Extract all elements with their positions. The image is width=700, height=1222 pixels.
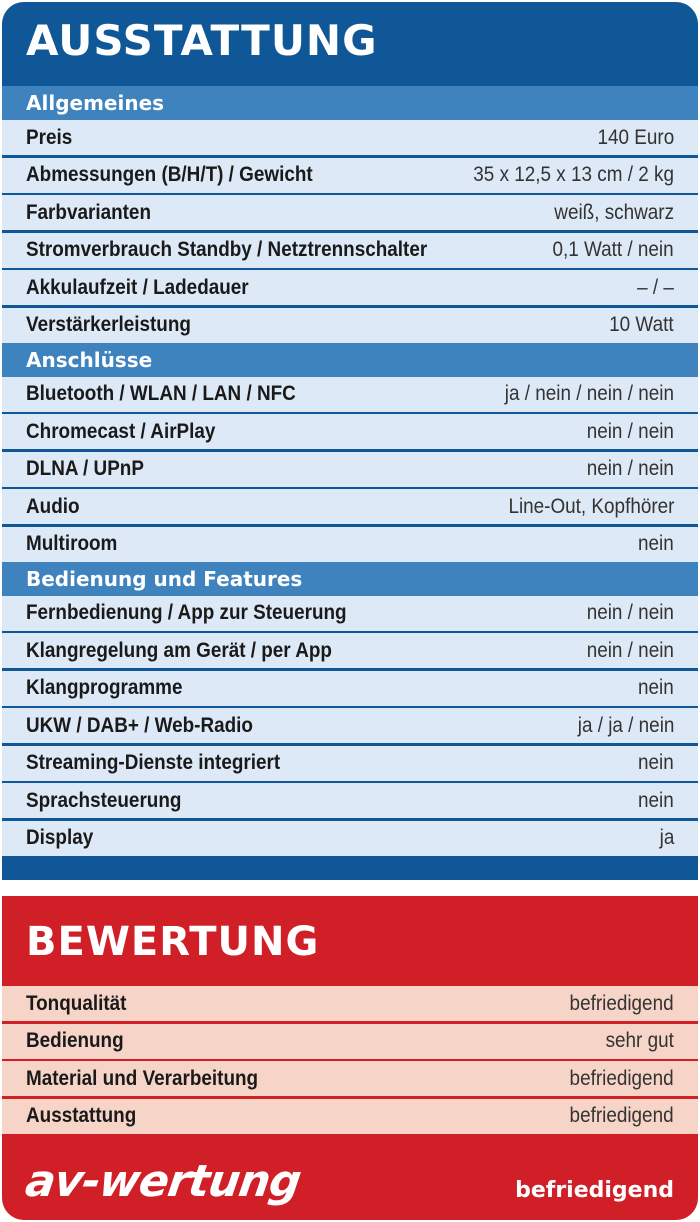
spec-row bbox=[2, 821, 698, 856]
spec-value: nein / nein bbox=[586, 638, 674, 662]
rating-row bbox=[2, 1061, 698, 1096]
section-anschluesse bbox=[2, 343, 698, 562]
spec-value: Line-Out, Kopfhörer bbox=[508, 494, 674, 518]
spec-value: nein / nein bbox=[586, 457, 674, 480]
overall-rating: befriedigend bbox=[515, 1177, 674, 1203]
spec-row bbox=[2, 527, 698, 562]
spec-row bbox=[2, 377, 698, 412]
spec-row bbox=[2, 120, 698, 155]
spec-label: Multiroom bbox=[26, 532, 118, 555]
spec-label: Fernbedienung / App zur Steuerung bbox=[26, 601, 347, 624]
spec-value: nein bbox=[638, 676, 674, 699]
section-allgemeines bbox=[2, 86, 698, 343]
rating-label: Bedienung bbox=[26, 1029, 124, 1052]
ausstattung-panel bbox=[2, 2, 698, 880]
rating-row bbox=[2, 1024, 698, 1059]
spec-label: Preis bbox=[26, 125, 73, 149]
spec-value: nein / nein bbox=[586, 601, 674, 624]
spec-value: nein bbox=[638, 788, 674, 812]
section-heading: Bedienung und Features bbox=[2, 562, 698, 596]
spec-label: DLNA / UPnP bbox=[26, 457, 144, 480]
spec-value: 0,1 Watt / nein bbox=[552, 238, 674, 261]
rating-label: Tonqualität bbox=[26, 991, 127, 1015]
rating-label: Material und Verarbeitung bbox=[26, 1066, 259, 1090]
spec-label: Klangprogramme bbox=[26, 676, 183, 699]
spec-value: nein / nein bbox=[586, 419, 674, 443]
spec-value: nein bbox=[638, 751, 674, 774]
section-heading: Anschlüsse bbox=[2, 343, 698, 377]
spec-value: ja / nein / nein / nein bbox=[504, 382, 674, 405]
spec-value: nein bbox=[638, 532, 674, 555]
section-bedienung-features bbox=[2, 562, 698, 856]
spec-row bbox=[2, 671, 698, 706]
spec-value: 10 Watt bbox=[609, 313, 674, 336]
rating-value: sehr gut bbox=[605, 1029, 674, 1052]
spec-label: Streaming-Dienste integriert bbox=[26, 751, 281, 774]
spec-value: ja / ja / nein bbox=[577, 713, 674, 737]
spec-label: Akkulaufzeit / Ladedauer bbox=[26, 275, 249, 299]
bewertung-panel bbox=[2, 896, 698, 1220]
spec-label: Abmessungen (B/H/T) / Gewicht bbox=[26, 163, 313, 186]
rating-row bbox=[2, 986, 698, 1021]
spec-row bbox=[2, 195, 698, 230]
rating-value: befriedigend bbox=[569, 1066, 674, 1090]
spec-row bbox=[2, 414, 698, 449]
spec-value: weiß, schwarz bbox=[554, 200, 674, 224]
ausstattung-title: AUSSTATTUNG bbox=[26, 16, 378, 65]
spec-row bbox=[2, 158, 698, 193]
spec-label: Sprachsteuerung bbox=[26, 788, 182, 812]
spec-row bbox=[2, 452, 698, 487]
spec-row bbox=[2, 783, 698, 818]
spec-label: Farbvarianten bbox=[26, 200, 152, 224]
spec-label: Verstärkerleistung bbox=[26, 313, 191, 336]
spec-row bbox=[2, 633, 698, 668]
bewertung-title: BEWERTUNG bbox=[26, 919, 320, 965]
spec-value: 140 Euro bbox=[597, 125, 674, 149]
av-wertung-logo: av-wertung bbox=[22, 1155, 304, 1207]
rating-row bbox=[2, 1099, 698, 1134]
rating-value: befriedigend bbox=[569, 991, 674, 1015]
rating-label: Ausstattung bbox=[26, 1104, 137, 1127]
spec-value: – / – bbox=[637, 275, 674, 299]
spec-label: Bluetooth / WLAN / LAN / NFC bbox=[26, 382, 296, 405]
spec-label: UKW / DAB+ / Web-Radio bbox=[26, 713, 253, 737]
spec-row bbox=[2, 233, 698, 268]
spec-row bbox=[2, 596, 698, 631]
spec-row bbox=[2, 308, 698, 343]
spec-label: Display bbox=[26, 826, 94, 849]
spec-value: ja bbox=[659, 826, 674, 849]
section-heading: Allgemeines bbox=[2, 86, 698, 120]
spec-label: Audio bbox=[26, 494, 80, 518]
verdict-footer bbox=[2, 1142, 698, 1220]
rating-value: befriedigend bbox=[569, 1104, 674, 1127]
spec-value: 35 x 12,5 x 13 cm / 2 kg bbox=[473, 163, 674, 186]
spec-row bbox=[2, 489, 698, 524]
spec-row bbox=[2, 708, 698, 743]
spec-label: Klangregelung am Gerät / per App bbox=[26, 638, 332, 662]
spec-label: Chromecast / AirPlay bbox=[26, 419, 216, 443]
spec-row bbox=[2, 746, 698, 781]
spec-label: Stromverbrauch Standby / Netztrennschalter bbox=[26, 238, 428, 261]
spec-row bbox=[2, 270, 698, 305]
